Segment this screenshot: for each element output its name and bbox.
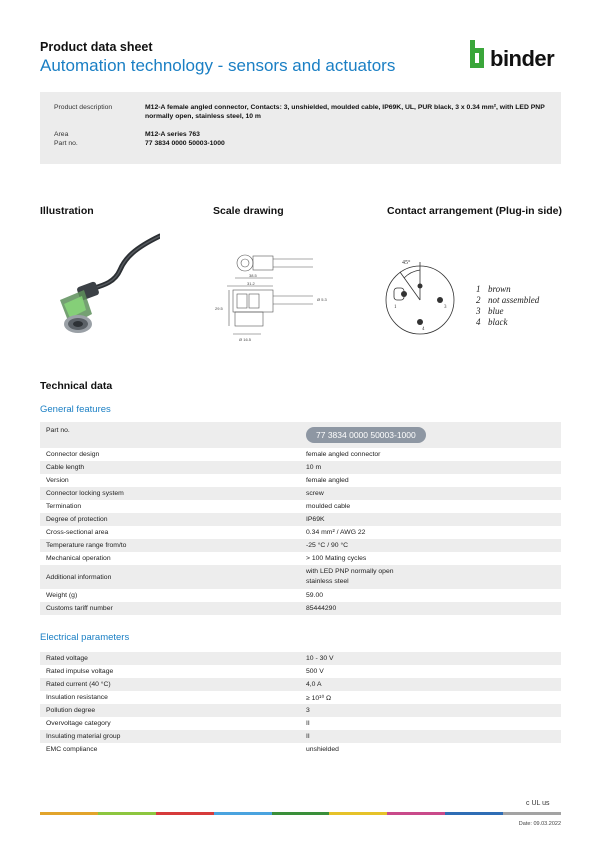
area-label: Area bbox=[54, 131, 69, 138]
illustration-heading: Illustration bbox=[40, 205, 94, 217]
table-row bbox=[40, 474, 561, 487]
partno-pill: 77 3834 0000 50003-1000 bbox=[306, 427, 426, 443]
row-label: Rated current (40 °C) bbox=[40, 678, 300, 691]
general-features-table bbox=[40, 422, 561, 615]
partno-row-label: Part no. bbox=[40, 422, 300, 448]
contact-arrangement-diagram bbox=[382, 250, 557, 345]
contact-angle: 45° bbox=[402, 260, 411, 266]
table-row bbox=[40, 461, 561, 474]
row-value: II bbox=[300, 717, 561, 730]
table-row bbox=[40, 552, 561, 565]
row-value: 10 m bbox=[300, 461, 561, 474]
partno-label: Part no. bbox=[54, 140, 78, 147]
row-value: moulded cable bbox=[300, 500, 561, 513]
table-row bbox=[40, 704, 561, 717]
row-label: Mechanical operation bbox=[40, 552, 300, 565]
row-value: unshielded bbox=[300, 743, 561, 756]
color-bar-segment bbox=[503, 812, 561, 815]
row-label: Rated voltage bbox=[40, 652, 300, 665]
product-info-box bbox=[40, 92, 561, 164]
contact-legend-number: 1 bbox=[476, 284, 481, 294]
logo-text: binder bbox=[490, 46, 555, 71]
color-bar-segment bbox=[329, 812, 387, 815]
color-bar-segment bbox=[214, 812, 272, 815]
table-row bbox=[40, 526, 561, 539]
color-bar-segment bbox=[272, 812, 330, 815]
table-row bbox=[40, 602, 561, 615]
row-value: > 100 Mating cycles bbox=[300, 552, 561, 565]
row-value: female angled connector bbox=[300, 448, 561, 461]
row-label: Cross-sectional area bbox=[40, 526, 300, 539]
row-value: IP69K bbox=[300, 513, 561, 526]
color-bar-segment bbox=[98, 812, 156, 815]
row-value: 500 V bbox=[300, 665, 561, 678]
contact-legend-text: blue bbox=[488, 306, 504, 316]
contact-legend-text: brown bbox=[488, 284, 511, 294]
color-bar-segment bbox=[387, 812, 445, 815]
row-value: ≥ 10¹⁰ Ω bbox=[300, 691, 561, 704]
row-label: Cable length bbox=[40, 461, 300, 474]
table-row bbox=[40, 539, 561, 552]
header-subtitle: Automation technology - sensors and actuators bbox=[40, 56, 396, 75]
partno-row bbox=[40, 422, 561, 448]
description-label: Product description bbox=[54, 104, 113, 111]
dim-dia: Ø 16.5 bbox=[239, 337, 252, 342]
row-value: 4,0 A bbox=[300, 678, 561, 691]
row-label: Pollution degree bbox=[40, 704, 300, 717]
product-illustration bbox=[40, 228, 160, 348]
row-label: EMC compliance bbox=[40, 743, 300, 756]
row-value: 59.00 bbox=[300, 589, 561, 602]
row-label: Insulation resistance bbox=[40, 691, 300, 704]
row-value: -25 °C / 90 °C bbox=[300, 539, 561, 552]
technical-data-heading: Technical data bbox=[40, 380, 113, 392]
table-row bbox=[40, 730, 561, 743]
color-bar-segment bbox=[40, 812, 98, 815]
contact-legend-text: not assembled bbox=[488, 295, 540, 305]
row-label: Temperature range from/to bbox=[40, 539, 300, 552]
row-label: Connector design bbox=[40, 448, 300, 461]
dim-inner: 31.2 bbox=[247, 281, 255, 286]
row-label: Weight (g) bbox=[40, 589, 300, 602]
row-value: screw bbox=[300, 487, 561, 500]
svg-text:1: 1 bbox=[394, 305, 397, 310]
row-label: Overvoltage category bbox=[40, 717, 300, 730]
table-row bbox=[40, 652, 561, 665]
row-label: Connector locking system bbox=[40, 487, 300, 500]
table-row bbox=[40, 691, 561, 704]
scale-drawing bbox=[213, 238, 353, 348]
row-label: Additional information bbox=[40, 565, 300, 589]
scale-drawing-heading: Scale drawing bbox=[213, 205, 284, 217]
contact-legend-text: black bbox=[488, 317, 508, 327]
row-value: female angled bbox=[300, 474, 561, 487]
contact-legend-number: 2 bbox=[476, 295, 481, 305]
ul-certification-mark: c UL us bbox=[526, 800, 550, 807]
row-value: 10 - 30 V bbox=[300, 652, 561, 665]
row-value: 0.34 mm² / AWG 22 bbox=[300, 526, 561, 539]
svg-text:4: 4 bbox=[422, 327, 425, 332]
electrical-parameters-table bbox=[40, 652, 561, 756]
table-row bbox=[40, 678, 561, 691]
row-value: 85444290 bbox=[300, 602, 561, 615]
row-label: Customs tariff number bbox=[40, 602, 300, 615]
row-value: II bbox=[300, 730, 561, 743]
contact-legend-number: 3 bbox=[476, 306, 481, 316]
header-title: Product data sheet bbox=[40, 40, 153, 54]
electrical-parameters-heading: Electrical parameters bbox=[40, 632, 130, 643]
dim-dia2: Ø 5.3 bbox=[317, 297, 327, 302]
row-value-line: with LED PNP normally open bbox=[306, 568, 394, 575]
color-bar-segment bbox=[445, 812, 503, 815]
row-label: Version bbox=[40, 474, 300, 487]
table-row bbox=[40, 717, 561, 730]
partno-value: 77 3834 0000 50003-1000 bbox=[145, 140, 225, 147]
table-row bbox=[40, 513, 561, 526]
row-label: Insulating material group bbox=[40, 730, 300, 743]
table-row bbox=[40, 565, 561, 589]
dim-total: 38.5 bbox=[249, 273, 257, 278]
contact-arrangement-heading: Contact arrangement (Plug-in side) bbox=[387, 205, 563, 217]
row-label: Rated impulse voltage bbox=[40, 665, 300, 678]
table-row bbox=[40, 665, 561, 678]
description-value: M12-A female angled connector, Contacts: 3, unshielded, moulded cable, IP69K, UL, PUR black, 3 x 0.34 mm², with LED PNP normally open, stainless steel, 10 m bbox=[145, 104, 545, 120]
table-row bbox=[40, 589, 561, 602]
color-bar-segment bbox=[156, 812, 214, 815]
svg-text:3: 3 bbox=[444, 305, 447, 310]
dim-height: 29.5 bbox=[215, 306, 223, 311]
footer-color-bar bbox=[40, 812, 561, 815]
table-row bbox=[40, 487, 561, 500]
area-value: M12-A series 763 bbox=[145, 131, 200, 138]
table-row bbox=[40, 500, 561, 513]
footer-date: Date: 09.03.2022 bbox=[518, 821, 561, 827]
general-features-heading: General features bbox=[40, 404, 111, 415]
table-row bbox=[40, 448, 561, 461]
table-row bbox=[40, 743, 561, 756]
row-value-line: stainless steel bbox=[306, 578, 349, 585]
row-label: Degree of protection bbox=[40, 513, 300, 526]
row-label: Termination bbox=[40, 500, 300, 513]
contact-legend-number: 4 bbox=[476, 317, 481, 327]
row-value bbox=[300, 565, 561, 589]
row-value: 3 bbox=[300, 704, 561, 717]
